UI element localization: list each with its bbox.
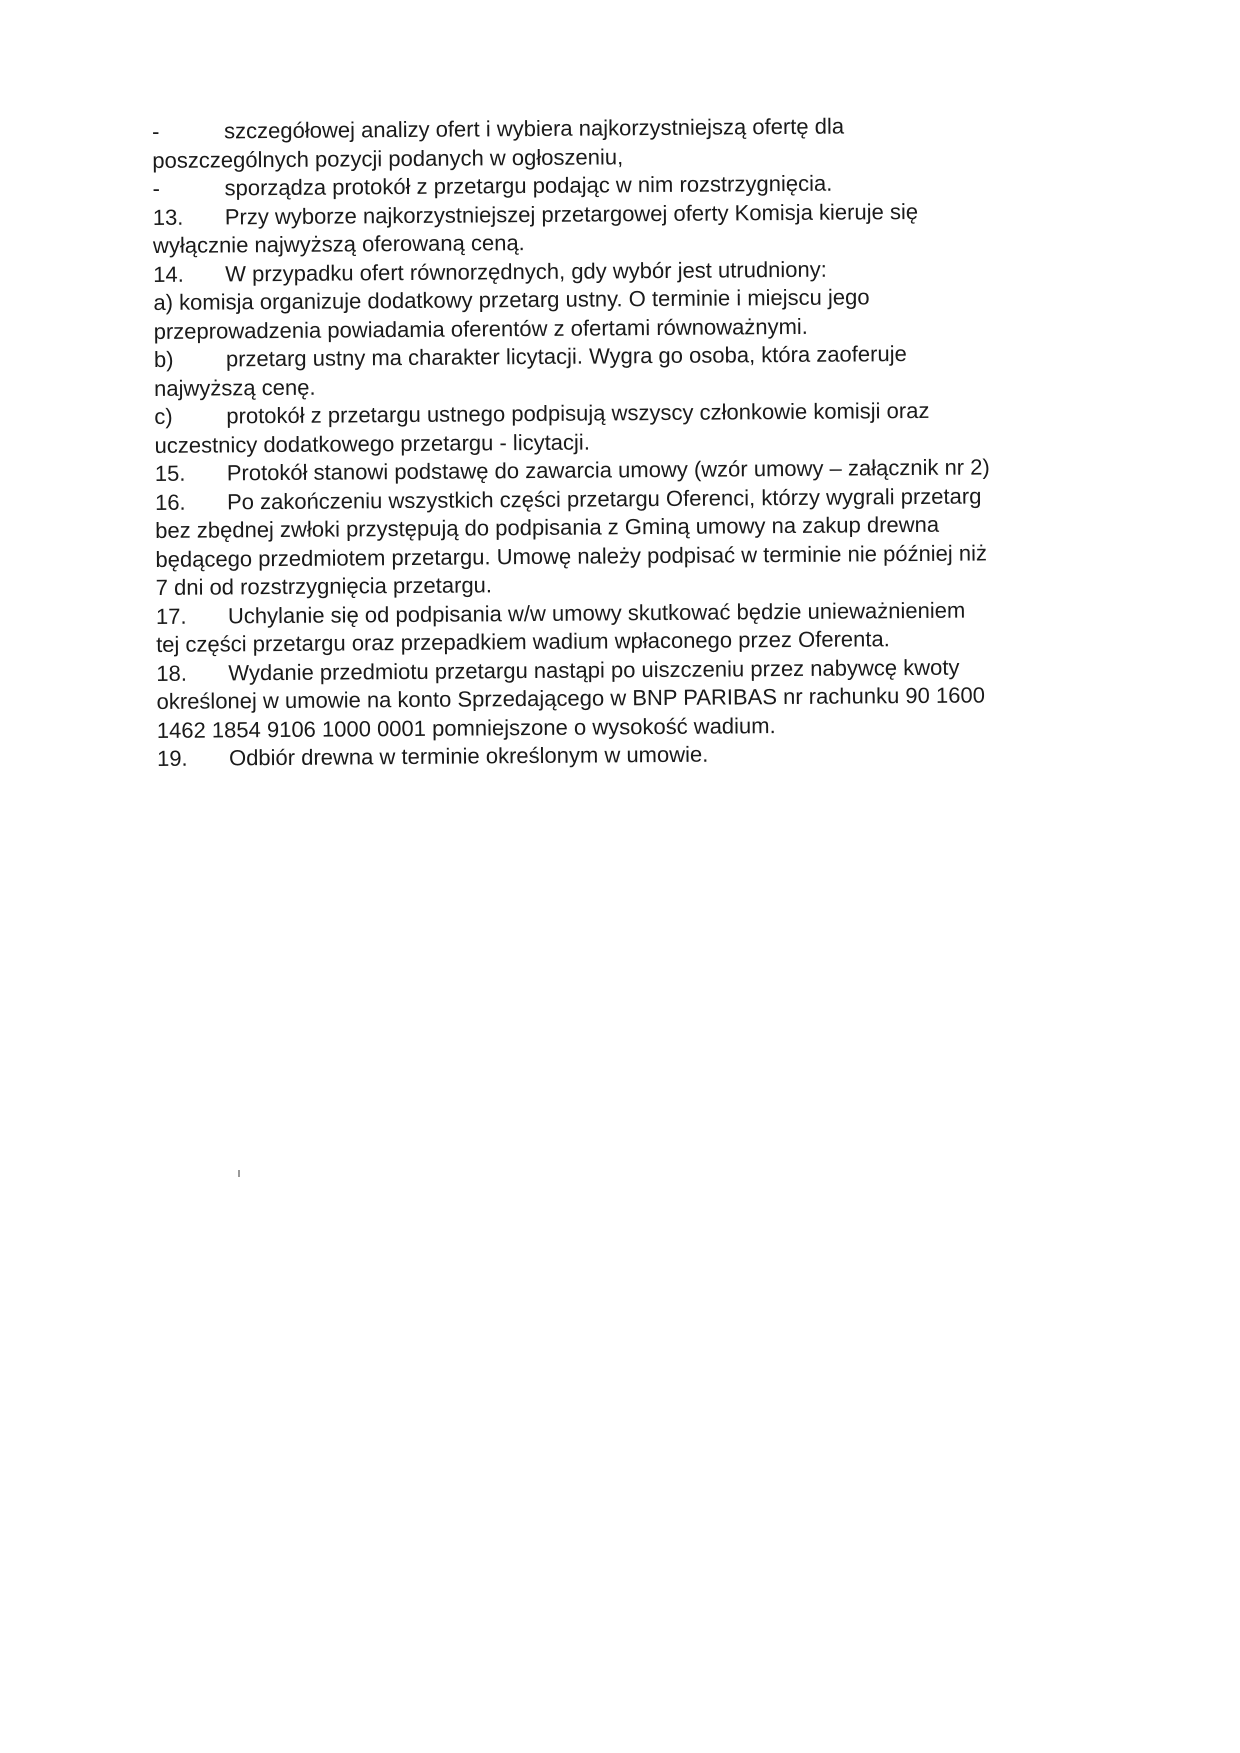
text-line xyxy=(157,737,1117,773)
line-marker: 14. xyxy=(153,261,184,287)
line-marker: 15. xyxy=(154,460,186,486)
line-text: określonej w umowie na konto Sprzedającego w BNP PARIBAS nr rachunku 90 1600 xyxy=(156,682,985,714)
line-marker: 13. xyxy=(152,204,184,230)
line-text: najwyższą cenę. xyxy=(154,374,316,401)
line-text: Protokół stanowi podstawę do zawarcia umowy (wzór umowy – załącznik nr 2) xyxy=(226,454,990,486)
line-text: bez zbędnej zwłoki przystępują do podpisania z Gminą umowy na zakup drewna xyxy=(155,511,940,543)
line-text: uczestnicy dodatkowego przetargu - licytacji. xyxy=(154,429,590,458)
line-marker: 16. xyxy=(154,489,186,515)
line-marker: 17. xyxy=(155,603,187,629)
line-text: W przypadku ofert równorzędnych, gdy wybór jest utrudniony: xyxy=(225,256,827,286)
line-marker: c) xyxy=(154,403,173,429)
line-text: tej części przetargu oraz przepadkiem wadium wpłaconego przez Oferenta. xyxy=(156,626,890,657)
line-marker: 19. xyxy=(156,745,188,771)
line-text: wyłącznie najwyższą oferowaną ceną. xyxy=(152,230,525,258)
line-text: Wydanie przedmiotu przetargu nastąpi po uiszczeniu przez nabywcę kwoty xyxy=(228,654,960,685)
line-marker: - xyxy=(152,175,160,201)
line-text: szczegółowej analizy ofert i wybiera najkorzystniejszą ofertę dla xyxy=(224,113,845,144)
line-text: protokół z przetargu ustnego podpisują wszyscy członkowie komisji oraz xyxy=(226,397,930,429)
line-text: będącego przedmiotem przetargu. Umowę należy podpisać w terminie nie później niż xyxy=(155,539,988,572)
line-text: Przy wyborze najkorzystniejszej przetargowej oferty Komisja kieruje się xyxy=(224,198,919,229)
scan-speck xyxy=(238,1170,240,1177)
line-text: Uchylanie się od podpisania w/w umowy skutkować będzie unieważnieniem xyxy=(227,597,966,628)
line-marker: b) xyxy=(153,346,174,372)
line-marker: - xyxy=(152,118,160,144)
document-body xyxy=(152,110,1117,773)
line-text: przetarg ustny ma charakter licytacji. Wygra go osoba, która zaoferuje xyxy=(225,341,907,372)
line-text: 7 dni od rozstrzygnięcia przetargu. xyxy=(155,572,493,600)
line-text: przeprowadzenia powiadamia oferentów z ofertami równoważnymi. xyxy=(153,313,808,344)
line-text: sporządza protokół z przetargu podając w nim rozstrzygnięcia. xyxy=(224,170,833,201)
line-marker: 18. xyxy=(156,660,188,686)
line-text: 1462 1854 9106 1000 0001 pomniejszone o wysokość wadium. xyxy=(156,712,776,743)
line-text: Odbiór drewna w terminie określonym w umowie. xyxy=(228,741,709,771)
line-text: poszczególnych pozycji podanych w ogłoszeniu, xyxy=(152,143,624,173)
line-text: Po zakończeniu wszystkich części przetargu Oferenci, którzy wygrali przetarg xyxy=(226,482,982,514)
line-text: a) komisja organizuje dodatkowy przetarg ustny. O terminie i miejscu jego xyxy=(153,284,870,315)
